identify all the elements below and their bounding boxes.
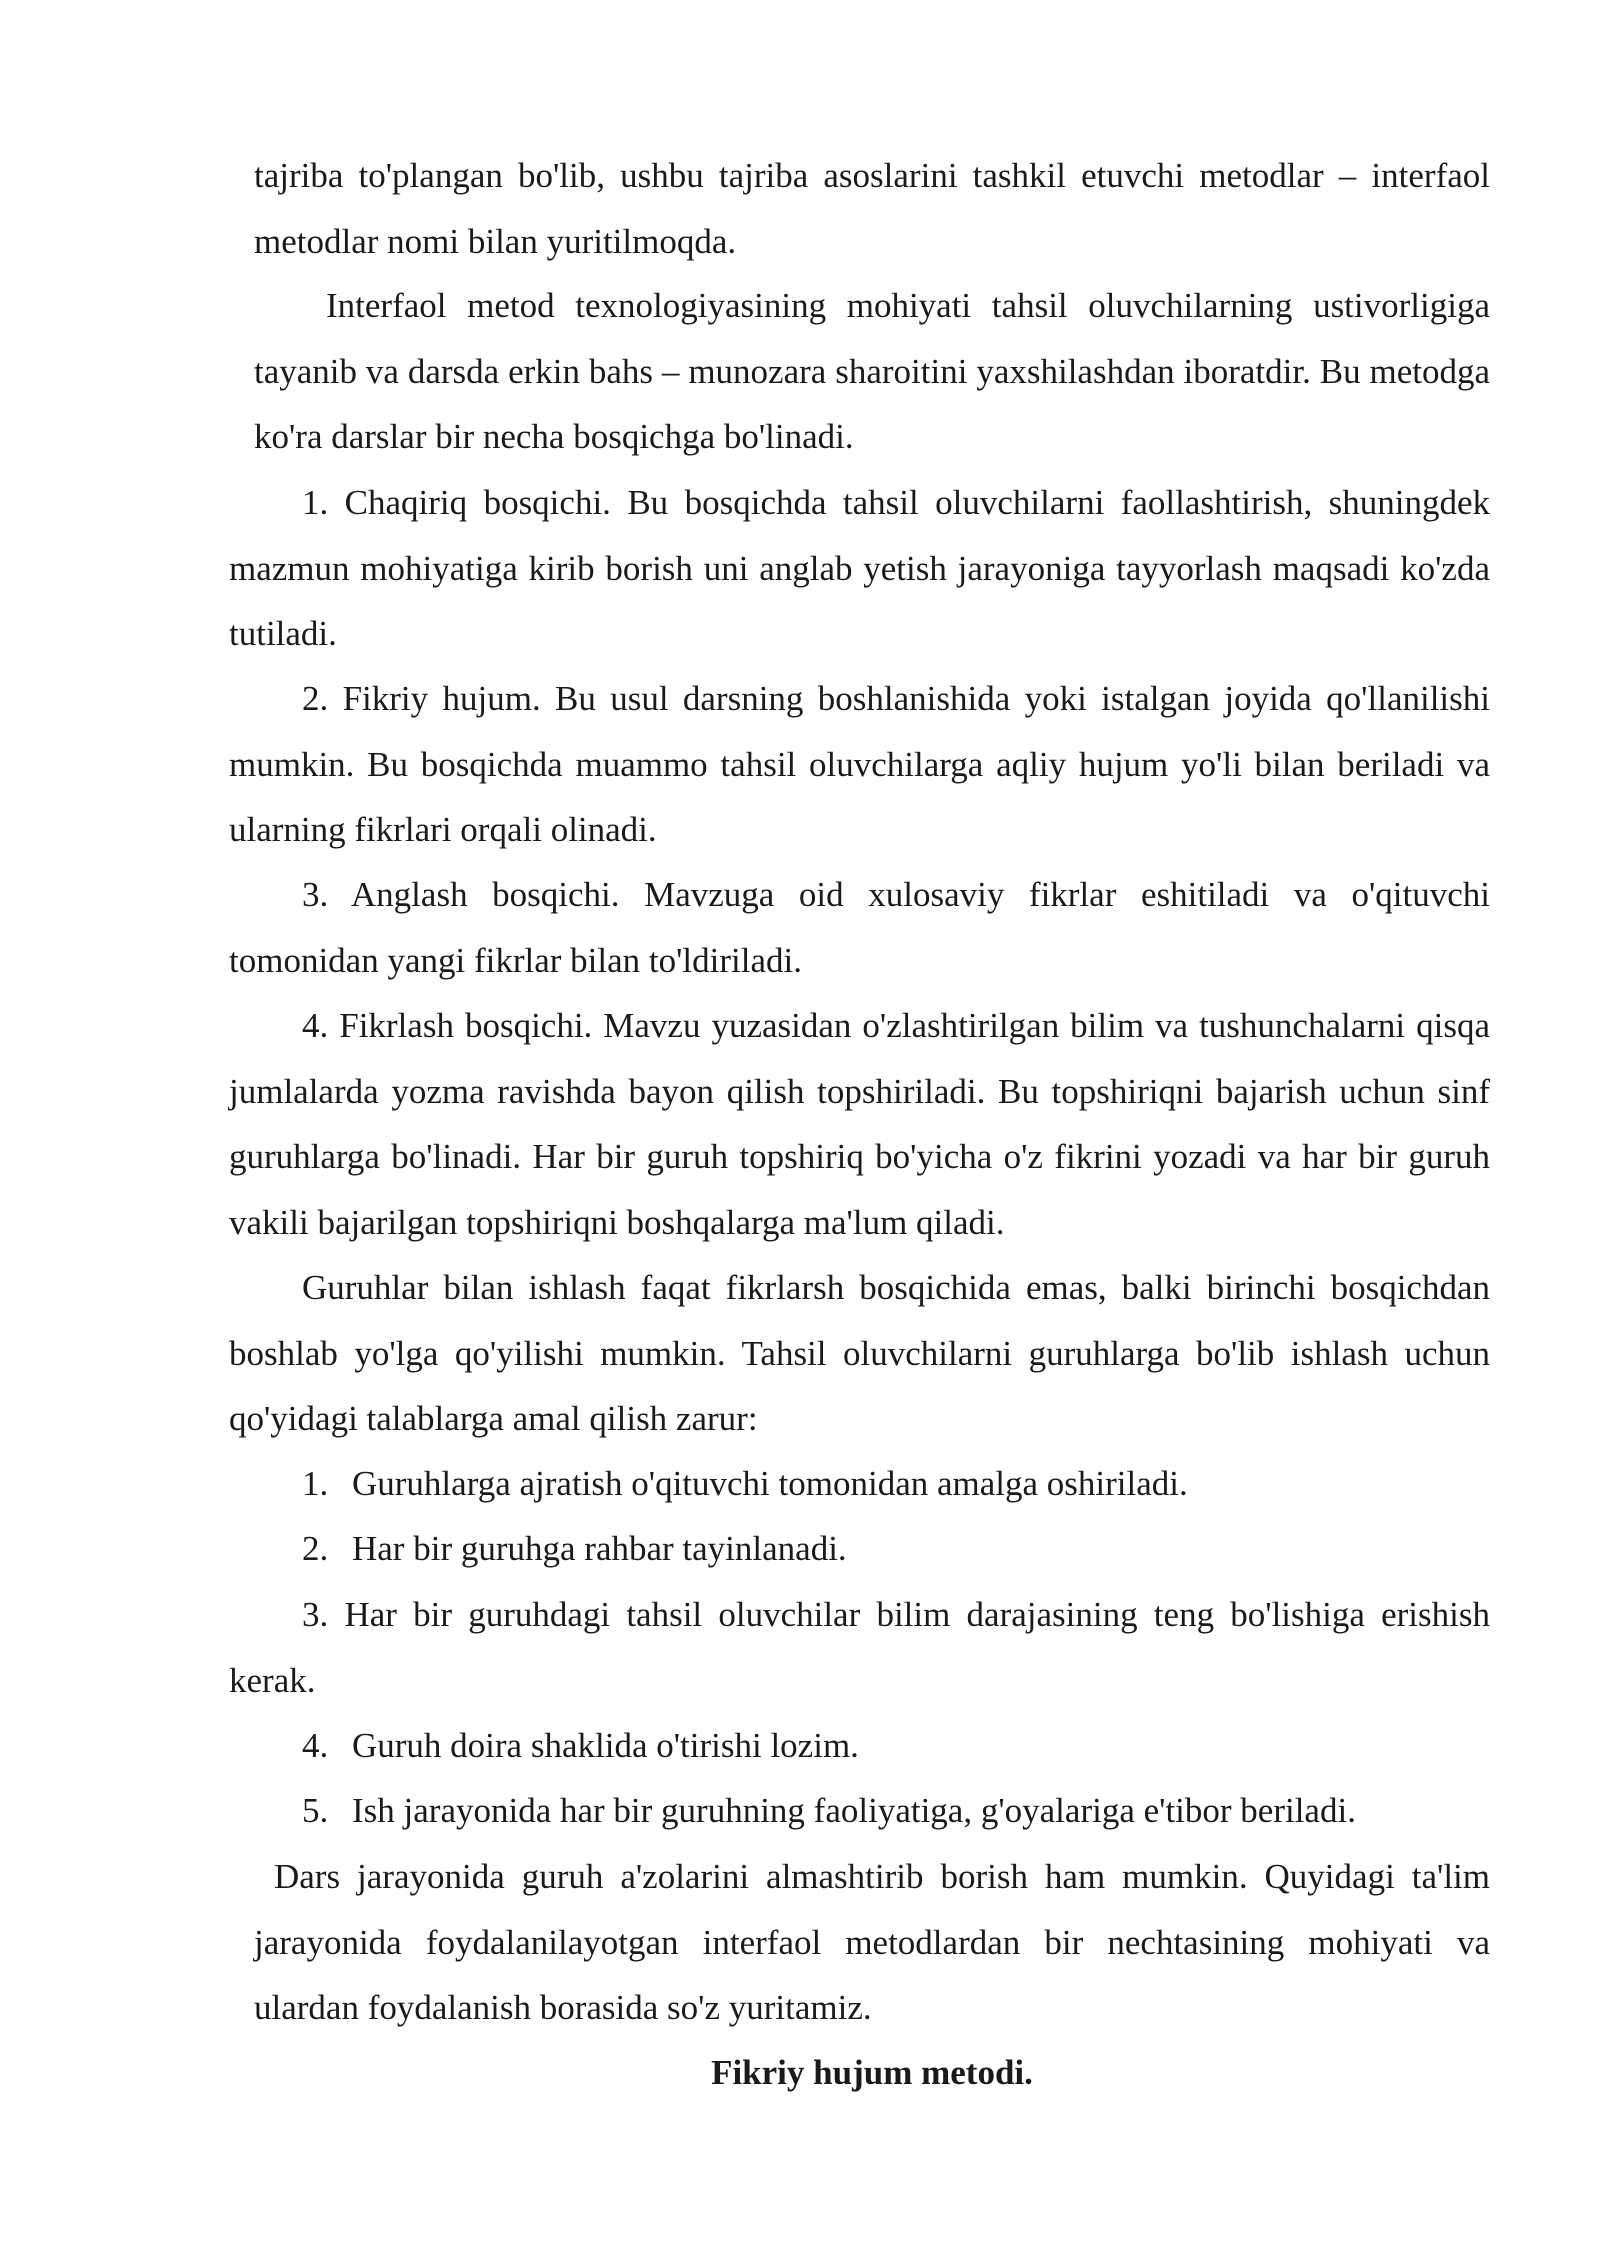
requirement-item bbox=[302, 1778, 1490, 1844]
requirement-number: 5. bbox=[302, 1791, 329, 1830]
paragraph-interfaol-metod: Interfaol metod texnologiyasining mohiyati tahsil oluvchilarning ustivorligiga tayanib va darsda erkin bahs – munozara sharoitini yaxshilashdan iboratdir. Bu metodga ko'ra darslar bir necha bosqichga bo'linadi. bbox=[254, 286, 1490, 456]
stage-fikriy-hujum: 2. Fikriy hujum. Bu usul darsning boshlanishida yoki istalgan joyida qo'llanilishi mumkin. Bu bosqichda muammo tahsil oluvchilarga aqliy hujum yo'li bilan beriladi va ularning fikrlari orqali olinadi. bbox=[229, 679, 1490, 849]
stage-chaqiriq: 1. Chaqiriq bosqichi. Bu bosqichda tahsil oluvchilarni faollashtirish, shuningdek mazmun mohiyatiga kirib borish uni anglab yetish jarayoniga tayyorlash maqsadi ko'zda tutiladi. bbox=[229, 483, 1490, 653]
requirement-item bbox=[302, 1713, 1490, 1779]
paragraph-closing: Dars jarayonida guruh a'zolarini almashtirib borish ham mumkin. Quyidagi ta'lim jarayonida foydalanilayotgan interfaol metodlardan bir nechtasining mohiyati va ulardan foydalanish borasida so'z yuritamiz. bbox=[254, 1857, 1490, 2027]
paragraph-intro-continuation: tajriba to'plangan bo'lib, ushbu tajriba asoslarini tashkil etuvchi metodlar – interfaol metodlar nomi bilan yuritilmoqda. bbox=[254, 156, 1490, 261]
requirement-item-3: 3. Har bir guruhdagi tahsil oluvchilar bilim darajasining teng bo'lishiga erishish kerak. bbox=[229, 1595, 1490, 1700]
requirement-item bbox=[302, 1451, 1490, 1517]
stage-fikrlash: 4. Fikrlash bosqichi. Mavzu yuzasidan o'zlashtirilgan bilim va tushunchalarni qisqa jumlalarda yozma ravishda bayon qilish topshiriladi. Bu topshiriqni bajarish uchun sinf guruhlarga bo'linadi. Har bir guruh topshiriq bo'yicha o'z fikrini yozadi va har bir guruh vakili bajarilgan topshiriqni boshqalarga ma'lum qiladi. bbox=[229, 1006, 1490, 1242]
requirement-number: 2. bbox=[302, 1529, 329, 1568]
section-heading: Fikriy hujum metodi. bbox=[711, 2053, 1033, 2092]
requirement-text: Guruhlarga ajratish o'qituvchi tomonidan amalga oshiriladi. bbox=[352, 1464, 1188, 1503]
requirement-number: 1. bbox=[302, 1464, 329, 1503]
paragraph-guruhlar: Guruhlar bilan ishlash faqat fikrlarsh bosqichida emas, balki birinchi bosqichdan boshlab yo'lga qo'yilishi mumkin. Tahsil oluvchilarni guruhlarga bo'lib ishlash uchun qo'yidagi talablarga amal qilish zarur: bbox=[229, 1268, 1490, 1438]
stage-anglash: 3. Anglash bosqichi. Mavzuga oid xulosaviy fikrlar eshitiladi va o'qituvchi tomonidan yangi fikrlar bilan to'ldiriladi. bbox=[229, 875, 1490, 980]
requirement-text: Guruh doira shaklida o'tirishi lozim. bbox=[352, 1726, 859, 1765]
requirement-text: Har bir guruhga rahbar tayinlanadi. bbox=[352, 1529, 847, 1568]
requirement-number: 4. bbox=[302, 1726, 329, 1765]
requirement-text: Ish jarayonida har bir guruhning faoliyatiga, g'oyalariga e'tibor beriladi. bbox=[352, 1791, 1356, 1830]
requirement-item bbox=[302, 1516, 1490, 1582]
